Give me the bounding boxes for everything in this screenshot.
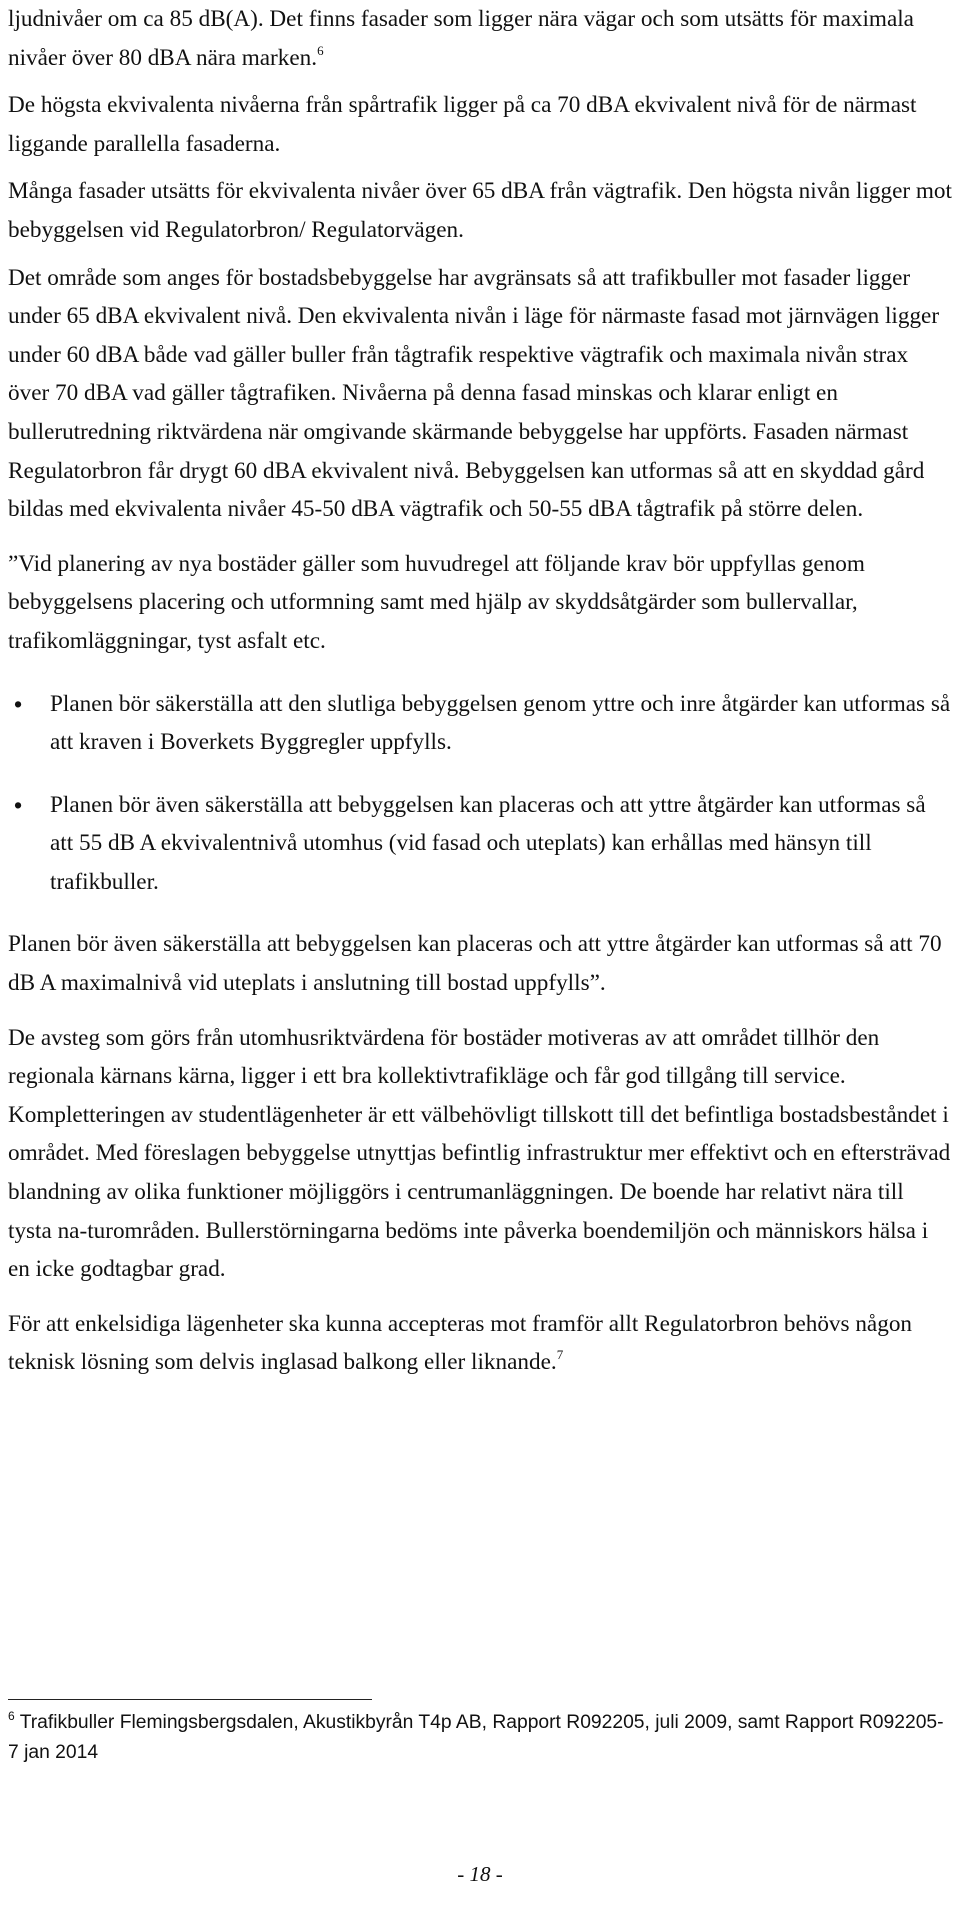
list-item-text: Planen bör säkerställa att den slutliga bebyggelsen genom yttre och inre åtgärder kan utformas så att kraven i Boverkets Byggregler uppfylls. [50, 690, 951, 756]
page-number: - 18 - [457, 1862, 503, 1886]
footnote-text: Trafikbuller Flemingsbergsdalen, Akustikbyrån T4p AB, Rapport R092205, juli 2009, samt Rapport R092205-7 jan 2014 [8, 1712, 944, 1763]
paragraph-housing-area: Det område som anges för bostadsbebyggelse har avgränsats så att trafikbuller mot fasader ligger under 65 dBA ekvivalent nivå. Den ekvivalenta nivån i läge för närmaste fasad mot järnvägen ligger under 60 dBA både vad gäller buller från tågtrafik respektive vägtrafik och maximala nivån strax över 70 dBA vad gäller tågtrafiken. Nivåerna på denna fasad minskas och klarar enligt en bullerutredning riktvärdena när omgivande skärmande bebyggelse har uppförts. Fasaden närmast Regulatorbron får drygt 60 dBA ekvivalent nivå. Bebyggelsen kan utformas så att en skyddad gård bildas med ekvivalenta nivåer 45-50 dBA vägtrafik och 50-55 dBA tågtrafik på större delen. [8, 264, 940, 523]
paragraph-quote-intro: ”Vid planering av nya bostäder gäller som huvudregel att följande krav bör uppfyllas genom bebyggelsens placering och utformning samt med hjälp av skyddsåtgärder som bullervallar, trafikomläggningar, tyst asfalt etc. [8, 550, 865, 654]
footnote-number: 6 [8, 1709, 15, 1723]
footnote-separator [8, 1699, 372, 1700]
list-item [8, 786, 953, 902]
bullet-icon: • [14, 690, 23, 717]
paragraph-single-sided [8, 1305, 953, 1382]
footnote [8, 1708, 953, 1768]
paragraph-text: För att enkelsidiga lägenheter ska kunna accepteras mot framför allt Regulatorbron behövs någon teknisk lösning som delvis inglasad balkong eller liknande. [8, 1310, 913, 1376]
paragraph-noise-levels [8, 0, 953, 77]
paragraph-max-level: Planen bör även säkerställa att bebyggelsen kan placeras och att yttre åtgärder kan utformas så att 70 dB A maximalnivå vid uteplats i anslutning till bostad uppfylls”. [8, 931, 942, 997]
footnote-ref[interactable]: 7 [556, 1347, 564, 1363]
list-item-text: Planen bör även säkerställa att bebyggelsen kan placeras och att yttre åtgärder kan utformas så att 55 dB A ekvivalentnivå utomhus (vid fasad och uteplats) kan erhållas med hänsyn till trafikbuller. [50, 791, 926, 895]
footnote-ref[interactable]: 6 [317, 42, 324, 58]
document-body [8, 0, 953, 1382]
bullet-icon: • [14, 791, 23, 818]
paragraph-rail-levels: De högsta ekvivalenta nivåerna från spårtrafik ligger på ca 70 dBA ekvivalent nivå för de närmast liggande parallella fasaderna. [8, 92, 917, 157]
paragraph-deviation: De avsteg som görs från utomhusriktvärdena för bostäder motiveras av att området tillhör den regionala kärnans kärna, ligger i ett bra kollektivtrafikläge och får god tillgång till service. Kompletteringen av studentlägenheter är ett välbehövligt tillskott till det befintliga bostadsbeståndet i området. Med föreslagen bebyggelse utnyttjas befintlig infrastruktur mer effektivt och en eftersträvad blandning av olika funktioner möjliggörs i centrumanläggningen. De boende har relativt nära till tysta na-turområden. Bullerstörningarna bedöms inte påverka boendemiljön och människors hälsa i en icke godtagbar grad. [8, 1024, 951, 1283]
paragraph-text: ljudnivåer om ca 85 dB(A). Det finns fasader som ligger nära vägar och som utsätts för maximala nivåer över 80 dBA nära marken. [8, 6, 914, 71]
paragraph-road-levels: Många fasader utsätts för ekvivalenta nivåer över 65 dBA från vägtrafik. Den högsta nivån ligger mot bebyggelsen vid Regulatorbron/ Regulatorvägen. [8, 178, 952, 243]
list-item [8, 685, 953, 762]
